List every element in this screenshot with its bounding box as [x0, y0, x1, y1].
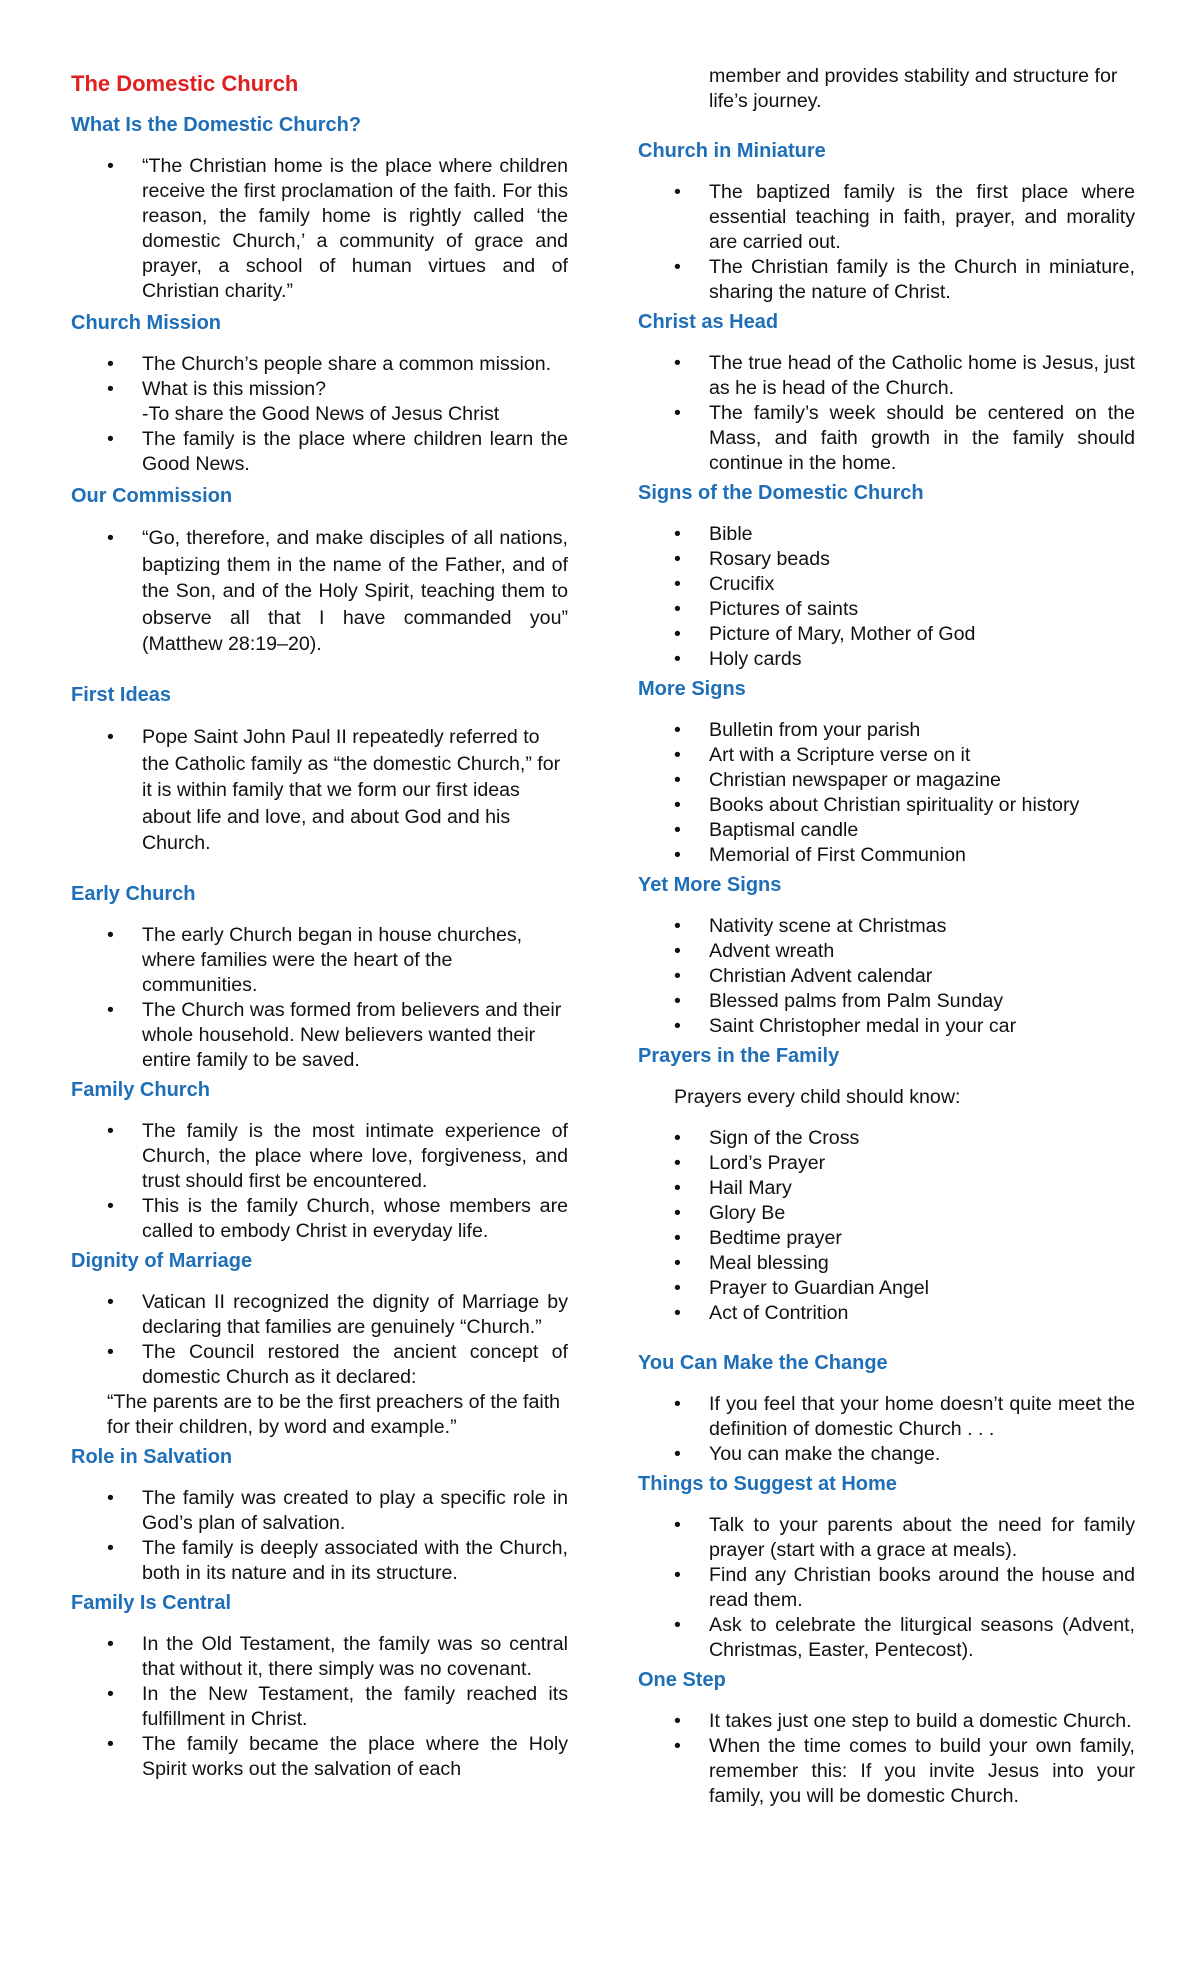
heading-first-ideas: First Ideas: [71, 683, 172, 706]
list-item: • Christian newspaper or magazine: [638, 768, 1135, 793]
list-item: • Holy cards: [638, 647, 1135, 672]
list-item: • The true head of the Catholic home is Jesus, just as he is head of the Church.: [638, 351, 1135, 401]
heading-early-church: Early Church: [71, 882, 196, 905]
list-item: • Hail Mary: [638, 1176, 1135, 1201]
list-church-mission: [71, 352, 568, 402]
heading-family-church: Family Church: [71, 1078, 210, 1101]
list-item: • Christian Advent calendar: [638, 964, 1135, 989]
heading-church-miniature: Church in Miniature: [638, 140, 826, 162]
list-yet-more-signs: [638, 914, 1135, 1039]
list-item: • Advent wreath: [638, 939, 1135, 964]
list-item: • Lord’s Prayer: [638, 1151, 1135, 1176]
list-item: • If you feel that your home doesn’t quite meet the definition of domestic Church . . .: [638, 1392, 1135, 1442]
list-our-commission: [71, 525, 568, 658]
list-item: • Saint Christopher medal in your car: [638, 1014, 1135, 1039]
list-item: • Vatican II recognized the dignity of Marriage by declaring that families are genuinely “Church.”: [71, 1290, 568, 1340]
sub-line: -To share the Good News of Jesus Christ: [142, 403, 500, 425]
list-item: • The family became the place where the Holy Spirit works out the salvation of each: [71, 1732, 568, 1782]
list-item: • The Christian family is the Church in miniature, sharing the nature of Christ.: [638, 255, 1135, 305]
list-item: • Rosary beads: [638, 547, 1135, 572]
list-item: • Act of Contrition: [638, 1301, 1135, 1326]
list-church-miniature: [638, 180, 1135, 305]
list-item: • Crucifix: [638, 572, 1135, 597]
list-item: • The family is deeply associated with the Church, both in its nature and in its structure.: [71, 1536, 568, 1586]
list-item: • It takes just one step to build a domestic Church.: [638, 1709, 1135, 1734]
heading-church-mission: Church Mission: [71, 312, 222, 334]
list-things-suggest: [638, 1513, 1135, 1663]
heading-prayers: Prayers in the Family: [638, 1045, 840, 1067]
list-christ-head: [638, 351, 1135, 476]
list-item: • Bible: [638, 522, 1135, 547]
document-title: The Domestic Church: [71, 71, 299, 96]
list-more-signs: [638, 718, 1135, 868]
list-item: • The early Church began in house churches, where families were the heart of the communities.: [71, 923, 568, 998]
right-column: [638, 64, 1135, 1809]
list-item: • Art with a Scripture verse on it: [638, 743, 1135, 768]
continued-text: member and provides stability and structure for life’s journey.: [709, 65, 1118, 112]
list-item: • Talk to your parents about the need for family prayer (start with a grace at meals).: [638, 1513, 1135, 1563]
heading-signs: Signs of the Domestic Church: [638, 482, 924, 504]
list-item: • You can make the change.: [638, 1442, 1135, 1467]
list-early-church: [71, 923, 568, 1073]
list-item: • Pictures of saints: [638, 597, 1135, 622]
list-item: • Prayer to Guardian Angel: [638, 1276, 1135, 1301]
list-item: • The family’s week should be centered on the Mass, and faith growth in the family should continue in the home.: [638, 401, 1135, 476]
list-first-ideas: [71, 724, 568, 857]
list-item: • Memorial of First Communion: [638, 843, 1135, 868]
list-item: • Baptismal candle: [638, 818, 1135, 843]
list-item: • Picture of Mary, Mother of God: [638, 622, 1135, 647]
list-item: • This is the family Church, whose members are called to embody Christ in everyday life.: [71, 1194, 568, 1244]
heading-one-step: One Step: [638, 1669, 726, 1691]
heading-things-suggest: Things to Suggest at Home: [638, 1473, 897, 1495]
list-item: • The family is the place where children learn the Good News.: [71, 427, 568, 477]
list-item: • The baptized family is the first place where essential teaching in faith, prayer, and morality are carried out.: [638, 180, 1135, 255]
list-item: • Glory Be: [638, 1201, 1135, 1226]
quote-text: “The parents are to be the first preachers of the faith for their children, by word and example.”: [107, 1390, 561, 1438]
heading-christ-head: Christ as Head: [638, 311, 779, 333]
list-item: • Meal blessing: [638, 1251, 1135, 1276]
list-item: • In the New Testament, the family reached its fulfillment in Christ.: [71, 1682, 568, 1732]
list-family-church: [71, 1119, 568, 1244]
list-item: • Bulletin from your parish: [638, 718, 1135, 743]
list-item: • “The Christian home is the place where children receive the first proclamation of the faith. For this reason, the family home is rightly called ‘the domestic Church,’ a community of grace and prayer, a school of human virtues and of Christian charity.”: [71, 154, 568, 304]
left-column: [71, 64, 568, 1782]
heading-make-change: You Can Make the Change: [638, 1352, 888, 1374]
heading-role-salvation: Role in Salvation: [71, 1445, 233, 1468]
list-item: • The Church was formed from believers and their whole household. New believers wanted their entire family to be saved.: [71, 998, 568, 1073]
list-item: • The family was created to play a specific role in God’s plan of salvation.: [71, 1486, 568, 1536]
list-church-mission-cont: [71, 427, 568, 477]
heading-yet-more-signs: Yet More Signs: [638, 874, 782, 896]
prayers-intro: Prayers every child should know:: [674, 1086, 961, 1108]
list-item: • The Council restored the ancient concept of domestic Church as it declared:: [71, 1340, 568, 1390]
list-item: • “Go, therefore, and make disciples of all nations, baptizing them in the name of the Father, and of the Son, and of the Holy Spirit, teaching them to observe all that I have commanded you” (Matthew 28:19–20).: [71, 525, 568, 658]
list-item: • What is this mission?: [71, 377, 568, 402]
list-item: • Pope Saint John Paul II repeatedly referred to the Catholic family as “the domestic Church,” for it is within family that we form our first ideas about life and love, and about God and his Church.: [71, 724, 568, 857]
list-item: • Books about Christian spirituality or history: [638, 793, 1135, 818]
list-item: • Sign of the Cross: [638, 1126, 1135, 1151]
list-item: • Find any Christian books around the house and read them.: [638, 1563, 1135, 1613]
list-item: • The family is the most intimate experience of Church, the place where love, forgiveness, and trust should first be encountered.: [71, 1119, 568, 1194]
list-signs: [638, 522, 1135, 672]
list-item: • When the time comes to build your own family, remember this: If you invite Jesus into your family, you will be domestic Church.: [638, 1734, 1135, 1809]
list-item: • In the Old Testament, the family was so central that without it, there simply was no covenant.: [71, 1632, 568, 1682]
list-prayers: [638, 1126, 1135, 1326]
heading-what-is: What Is the Domestic Church?: [71, 114, 362, 136]
list-what-is: [71, 154, 568, 304]
list-family-central: [71, 1632, 568, 1782]
list-role-salvation: [71, 1486, 568, 1586]
list-item: • Bedtime prayer: [638, 1226, 1135, 1251]
list-one-step: [638, 1709, 1135, 1809]
heading-more-signs: More Signs: [638, 678, 746, 700]
list-dignity-marriage: [71, 1290, 568, 1390]
heading-our-commission: Our Commission: [71, 485, 233, 507]
list-item: • The Church’s people share a common mission.: [71, 352, 568, 377]
list-item: • Blessed palms from Palm Sunday: [638, 989, 1135, 1014]
list-item: • Ask to celebrate the liturgical seasons (Advent, Christmas, Easter, Pentecost).: [638, 1613, 1135, 1663]
heading-family-central: Family Is Central: [71, 1591, 232, 1614]
list-make-change: [638, 1392, 1135, 1467]
heading-dignity-marriage: Dignity of Marriage: [71, 1249, 253, 1272]
list-item: • Nativity scene at Christmas: [638, 914, 1135, 939]
